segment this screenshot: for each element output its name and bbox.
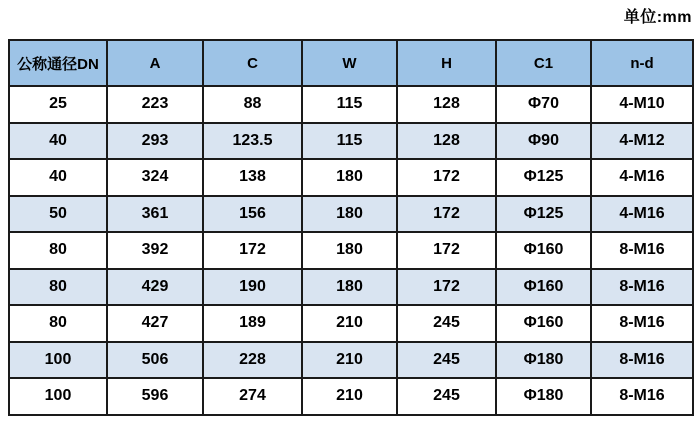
table-row: [9, 86, 693, 123]
table-cell: Φ125: [496, 196, 591, 233]
table-cell: 180: [302, 159, 397, 196]
table-cell: 392: [107, 232, 203, 269]
table-row: [9, 123, 693, 160]
table-cell: 228: [203, 342, 302, 379]
table-cell: 172: [397, 196, 496, 233]
table-cell: 8-M16: [591, 305, 693, 342]
table-cell: 293: [107, 123, 203, 160]
table-cell: 210: [302, 378, 397, 415]
table-row: [9, 378, 693, 415]
table-cell: 40: [9, 123, 107, 160]
table-cell: 210: [302, 342, 397, 379]
table-cell: Φ160: [496, 232, 591, 269]
unit-label: 单位:mm: [623, 9, 692, 26]
table-cell: 80: [9, 305, 107, 342]
table-cell: 180: [302, 232, 397, 269]
table-cell: 172: [397, 269, 496, 306]
table-cell: 4-M16: [591, 196, 693, 233]
table-cell: Φ180: [496, 342, 591, 379]
table-cell: 138: [203, 159, 302, 196]
table-cell: 4-M10: [591, 86, 693, 123]
table-cell: 40: [9, 159, 107, 196]
header-cell-nd: n-d: [591, 40, 693, 86]
table-cell: 223: [107, 86, 203, 123]
table-cell: 245: [397, 342, 496, 379]
header-row: [9, 40, 693, 86]
table-cell: 180: [302, 196, 397, 233]
table-cell: 210: [302, 305, 397, 342]
table-cell: Φ160: [496, 305, 591, 342]
table-cell: 274: [203, 378, 302, 415]
table-cell: 8-M16: [591, 269, 693, 306]
table-cell: 123.5: [203, 123, 302, 160]
table-cell: 115: [302, 123, 397, 160]
header-cell-w: W: [302, 40, 397, 86]
table-cell: 190: [203, 269, 302, 306]
table-cell: Φ70: [496, 86, 591, 123]
table-cell: 115: [302, 86, 397, 123]
table-cell: 506: [107, 342, 203, 379]
table-cell: 128: [397, 86, 496, 123]
table-cell: 427: [107, 305, 203, 342]
table-row: [9, 159, 693, 196]
table-cell: 172: [397, 232, 496, 269]
table-cell: 4-M16: [591, 159, 693, 196]
table-body: [9, 86, 693, 415]
table-cell: 596: [107, 378, 203, 415]
header-cell-dn: 公称通径DN: [9, 40, 107, 86]
table-cell: 156: [203, 196, 302, 233]
dimension-spec-table: [8, 39, 694, 416]
table-cell: 172: [203, 232, 302, 269]
header-cell-c1: C1: [496, 40, 591, 86]
table-cell: 172: [397, 159, 496, 196]
table-cell: Φ180: [496, 378, 591, 415]
table-cell: 245: [397, 378, 496, 415]
table-cell: 429: [107, 269, 203, 306]
table-cell: 361: [107, 196, 203, 233]
table-cell: 245: [397, 305, 496, 342]
table-cell: 128: [397, 123, 496, 160]
table-cell: 88: [203, 86, 302, 123]
table-cell: 8-M16: [591, 232, 693, 269]
table-cell: Φ125: [496, 159, 591, 196]
table-row: [9, 269, 693, 306]
table-cell: 80: [9, 269, 107, 306]
header-cell-h: H: [397, 40, 496, 86]
table-row: [9, 305, 693, 342]
table-cell: 25: [9, 86, 107, 123]
table-cell: Φ160: [496, 269, 591, 306]
table-cell: 324: [107, 159, 203, 196]
table-cell: 4-M12: [591, 123, 693, 160]
table-cell: 100: [9, 342, 107, 379]
table-cell: 8-M16: [591, 342, 693, 379]
table-cell: 50: [9, 196, 107, 233]
table-row: [9, 232, 693, 269]
table-cell: 180: [302, 269, 397, 306]
table-cell: 100: [9, 378, 107, 415]
table-cell: 189: [203, 305, 302, 342]
table-cell: Φ90: [496, 123, 591, 160]
table-row: [9, 342, 693, 379]
header-cell-c: C: [203, 40, 302, 86]
table-cell: 80: [9, 232, 107, 269]
table-cell: 8-M16: [591, 378, 693, 415]
header-cell-a: A: [107, 40, 203, 86]
table-row: [9, 196, 693, 233]
